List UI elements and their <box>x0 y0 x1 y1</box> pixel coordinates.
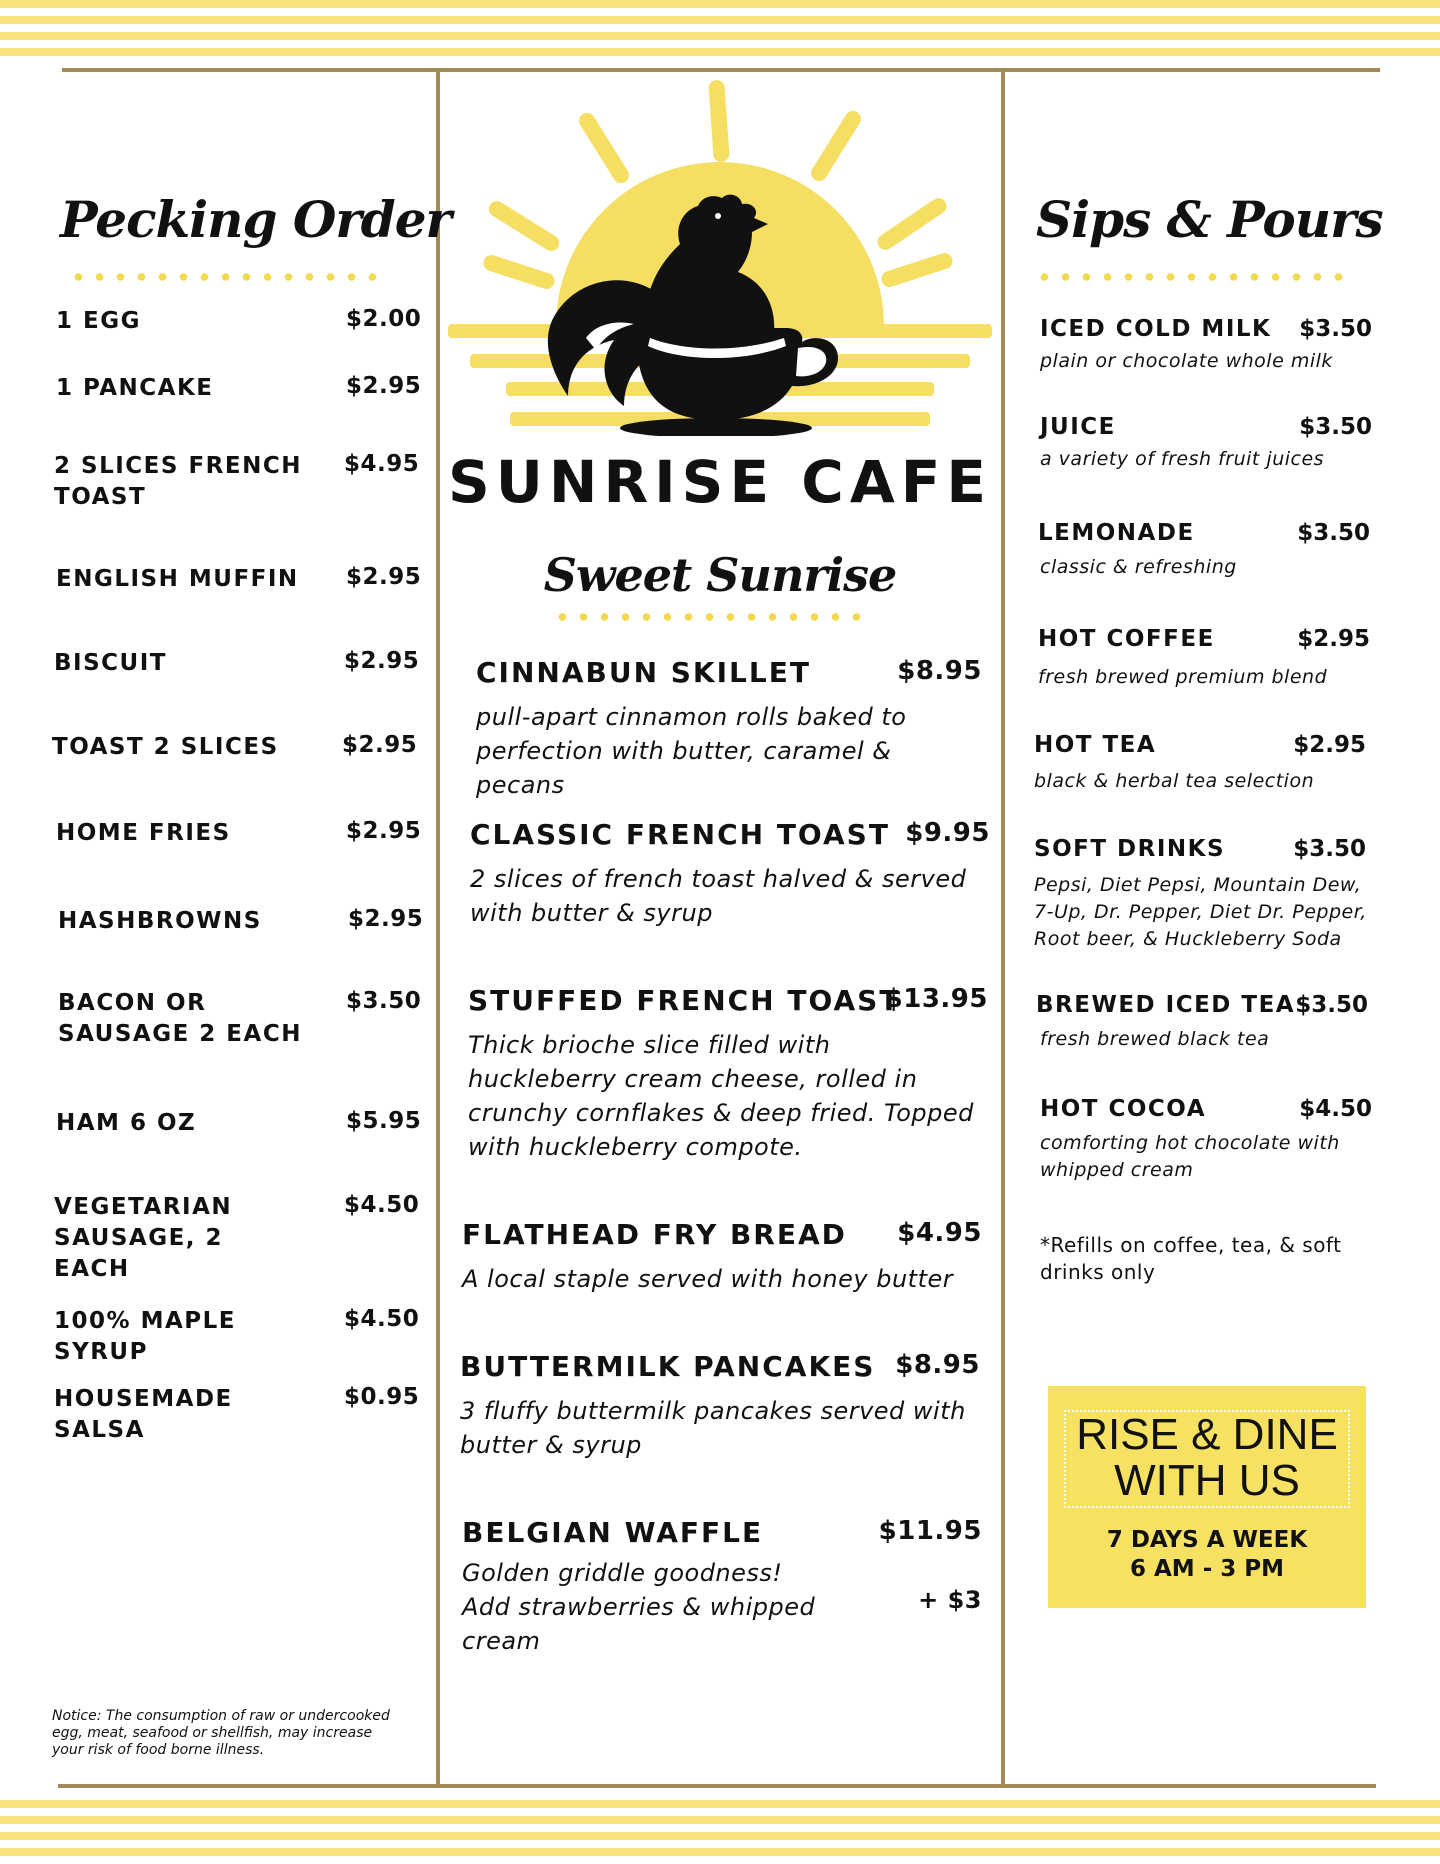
item-price: $2.00 <box>346 306 422 332</box>
item-price: $3.50 <box>346 988 422 1014</box>
item-price: $13.95 <box>884 984 988 1014</box>
food-safety-notice: Notice: The consumption of raw or undercooked egg, meat, seafood or shellfish, may increase your risk of food borne illness. <box>52 1708 390 1758</box>
item-name: 1 EGG <box>56 308 141 334</box>
hours-promo-box <box>1048 1386 1366 1608</box>
item-addon-price: + $3 <box>918 1586 982 1614</box>
item-description: Thick brioche slice filled with huckleberry cream cheese, rolled in crunchy cornflakes & deep fried. Topped with huckleberry compote. <box>468 1031 974 1161</box>
item-name: VEGETARIAN SAUSAGE, 2 EACH <box>54 1194 233 1282</box>
item-description: black & herbal tea selection <box>1034 770 1315 792</box>
item-price: $4.50 <box>1299 1096 1372 1122</box>
item-name: 1 PANCAKE <box>56 375 214 401</box>
top-divider <box>62 68 1380 72</box>
promo-title-line1: RISE & DINE <box>1076 1410 1338 1459</box>
item-price: $2.95 <box>346 818 422 844</box>
item-name: BUTTERMILK PANCAKES <box>460 1350 876 1383</box>
item-price: $11.95 <box>878 1516 982 1546</box>
item-price: $5.95 <box>346 1108 422 1134</box>
item-name: HOT TEA <box>1034 732 1157 758</box>
item-description: A local staple served with honey butter <box>462 1265 954 1293</box>
item-name: HAM 6 OZ <box>56 1110 197 1136</box>
item-description: fresh brewed black tea <box>1040 1028 1270 1050</box>
promo-time: 6 AM - 3 PM <box>1129 1556 1284 1582</box>
promo-hours <box>1048 1526 1366 1584</box>
item-price: $2.95 <box>344 648 420 674</box>
item-price: $4.50 <box>344 1306 420 1332</box>
cafe-name: SUNRISE CAFE <box>448 448 992 516</box>
item-price: $4.50 <box>344 1192 420 1218</box>
promo-days: 7 DAYS A WEEK <box>1106 1527 1308 1553</box>
item-addon: Add strawberries & whipped cream <box>462 1593 816 1655</box>
item-description: pull-apart cinnamon rolls baked to perfection with butter, caramel & pecans <box>476 703 907 799</box>
item-price: $4.95 <box>897 1218 982 1248</box>
item-description: fresh brewed premium blend <box>1038 666 1328 688</box>
sips-and-pours-title: Sips & Pours <box>1036 190 1383 249</box>
item-price: $2.95 <box>1293 732 1366 758</box>
item-price: $0.95 <box>344 1384 420 1410</box>
item-description: 2 slices of french toast halved & served with butter & syrup <box>470 865 967 927</box>
item-name: LEMONADE <box>1038 520 1195 546</box>
item-price: $3.50 <box>1299 316 1372 342</box>
title-dots <box>552 612 864 622</box>
item-price: $2.95 <box>1297 626 1370 652</box>
refill-note: *Refills on coffee, tea, & soft drinks only <box>1040 1233 1342 1284</box>
item-name: TOAST 2 SLICES <box>52 734 279 760</box>
item-name: BACON OR SAUSAGE 2 EACH <box>58 990 302 1047</box>
right-column-divider <box>1001 70 1005 1786</box>
item-description: Golden griddle goodness! <box>462 1559 783 1587</box>
pecking-order-title: Pecking Order <box>60 190 451 249</box>
item-description: 3 fluffy buttermilk pancakes served with butter & syrup <box>460 1397 966 1459</box>
item-price: $8.95 <box>895 1350 980 1380</box>
item-name: ICED COLD MILK <box>1040 316 1272 342</box>
item-price: $2.95 <box>342 732 418 758</box>
item-price: $4.95 <box>344 451 420 477</box>
item-name: ENGLISH MUFFIN <box>56 566 299 592</box>
item-name: BREWED ICED TEA <box>1036 992 1296 1018</box>
item-name: 2 SLICES FRENCH TOAST <box>54 453 302 510</box>
item-name: FLATHEAD FRY BREAD <box>462 1218 847 1251</box>
item-price: $2.95 <box>346 373 422 399</box>
item-name: CINNABUN SKILLET <box>476 656 811 689</box>
item-price: $3.50 <box>1299 414 1372 440</box>
bottom-divider <box>58 1784 1376 1788</box>
item-name: 100% MAPLE SYRUP <box>54 1308 236 1365</box>
item-price: $2.95 <box>348 906 424 932</box>
item-price: $3.50 <box>1295 992 1368 1018</box>
rooster-coffee-cup-sunrise-logo-icon <box>446 76 994 436</box>
item-price: $8.95 <box>897 656 982 686</box>
bottom-stripe-border <box>0 1800 1440 1860</box>
item-description: classic & refreshing <box>1040 556 1237 578</box>
item-price: $2.95 <box>346 564 422 590</box>
left-column-divider <box>436 70 440 1786</box>
item-name: JUICE <box>1040 414 1116 440</box>
item-description: comforting hot chocolate with whipped cream <box>1040 1132 1340 1181</box>
item-name: HASHBROWNS <box>58 908 262 934</box>
title-dots <box>1034 272 1346 282</box>
item-description: plain or chocolate whole milk <box>1040 350 1333 372</box>
top-stripe-border <box>0 0 1440 60</box>
item-name: HOT COCOA <box>1040 1096 1207 1122</box>
promo-title-line2: WITH US <box>1114 1456 1300 1505</box>
item-name: HOME FRIES <box>56 820 231 846</box>
item-name: HOUSEMADE SALSA <box>54 1386 233 1443</box>
item-name: HOT COFFEE <box>1038 626 1215 652</box>
item-description: a variety of fresh fruit juices <box>1040 448 1325 470</box>
item-description: Pepsi, Diet Pepsi, Mountain Dew, 7-Up, Dr. Pepper, Diet Dr. Pepper, Root beer, & Huckleberry Soda <box>1034 874 1367 950</box>
item-name: SOFT DRINKS <box>1034 836 1226 862</box>
sweet-sunrise-title: Sweet Sunrise <box>543 548 897 602</box>
item-name: CLASSIC FRENCH TOAST <box>470 818 890 851</box>
item-name: STUFFED FRENCH TOAST <box>468 984 901 1017</box>
item-price: $9.95 <box>905 818 990 848</box>
item-price: $3.50 <box>1297 520 1370 546</box>
item-name: BELGIAN WAFFLE <box>462 1516 764 1549</box>
promo-title <box>1048 1412 1366 1504</box>
item-name: BISCUIT <box>54 650 167 676</box>
item-price: $3.50 <box>1293 836 1366 862</box>
title-dots <box>68 272 380 282</box>
